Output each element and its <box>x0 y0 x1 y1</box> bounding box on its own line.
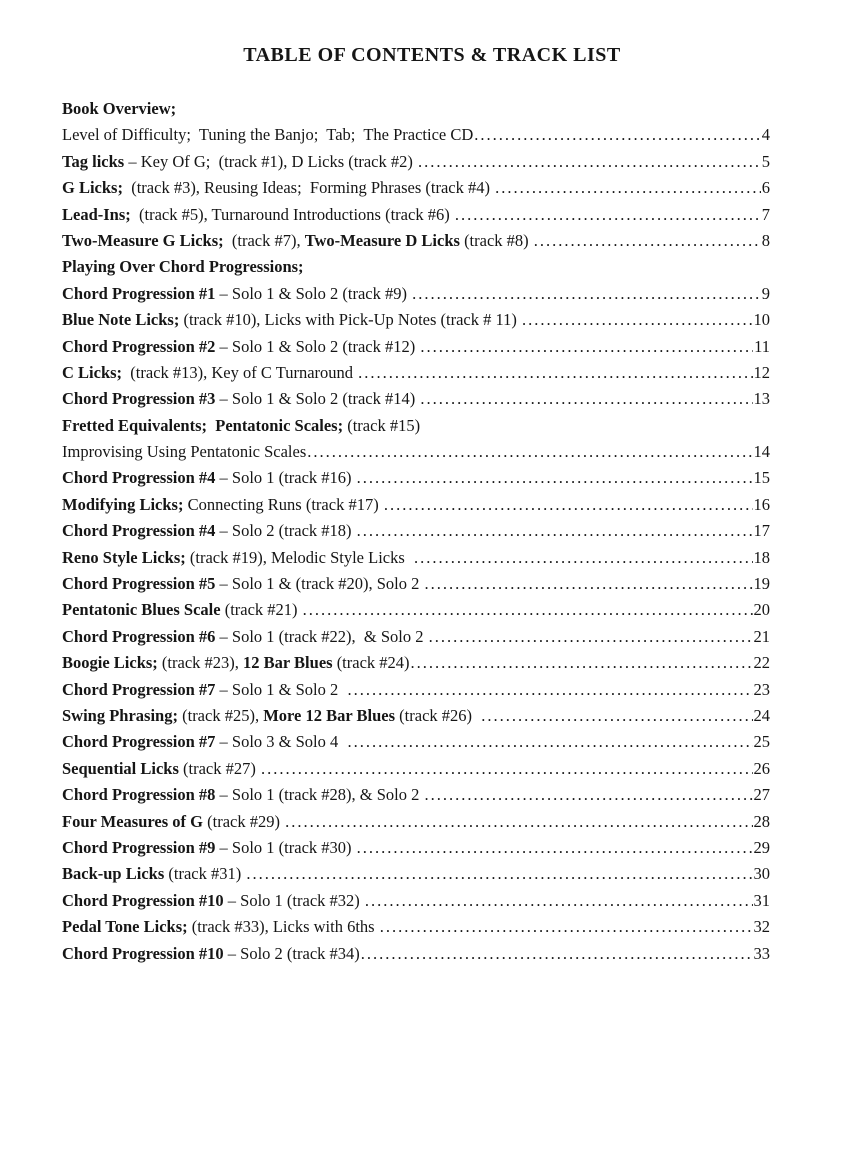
entry-text: Two-Measure D Licks <box>304 230 460 250</box>
entry-text: – Solo 1 (track #16) <box>215 468 356 488</box>
toc-line <box>62 729 770 755</box>
page-number: 10 <box>753 310 770 330</box>
entry-text: More 12 Bar Blues <box>263 705 396 725</box>
entry-text: Fretted Equivalents; <box>62 415 207 435</box>
toc-line <box>62 571 770 597</box>
dot-leader <box>411 650 753 676</box>
entry-text: 12 Bar Blues <box>243 653 333 673</box>
dot-leader <box>357 835 753 861</box>
page-number: 11 <box>754 336 770 356</box>
toc-line <box>62 360 770 386</box>
entry-text: Modifying Licks; <box>62 494 184 514</box>
entry-text: C Licks; <box>62 362 123 382</box>
page-number: 17 <box>753 521 770 541</box>
page-number: 4 <box>761 125 770 145</box>
entry-text: Tag licks <box>62 151 125 171</box>
toc-line <box>62 677 770 703</box>
entry-text: Back-up Licks <box>62 864 165 884</box>
page-number: 32 <box>753 917 770 937</box>
page-number: 23 <box>753 679 770 699</box>
toc-line <box>62 835 770 861</box>
entry-text: Connecting Runs (track #17) <box>183 494 383 514</box>
dot-leader <box>418 149 761 175</box>
toc-line <box>62 861 770 887</box>
dot-leader <box>246 861 752 887</box>
entry-text: Pedal Tone Licks; <box>62 917 188 937</box>
page-number: 8 <box>761 230 770 250</box>
dot-leader <box>429 624 753 650</box>
dot-leader <box>380 914 753 940</box>
entry-text: (track #21) <box>220 600 302 620</box>
toc-line <box>62 122 770 148</box>
toc-entries <box>62 96 770 967</box>
dot-leader <box>414 545 752 571</box>
entry-text: Reno Style Licks; <box>62 547 186 567</box>
entry-text: (track #7), <box>223 230 305 250</box>
dot-leader <box>474 122 760 148</box>
entry-text: Chord Progression #8 <box>62 785 216 805</box>
entry-text: (track #3), Reusing Ideas; Forming Phrases (track #4) <box>122 178 495 198</box>
dot-leader <box>495 175 761 201</box>
entry-text: – Solo 1 (track #30) <box>215 837 356 857</box>
entry-text: Pentatonic Scales; <box>215 415 344 435</box>
toc-line <box>62 597 770 623</box>
entry-text <box>207 413 215 439</box>
entry-text: Chord Progression #9 <box>62 837 216 857</box>
dot-leader <box>307 439 752 465</box>
toc-line <box>62 202 770 228</box>
entry-text: (track #10), Licks with Pick-Up Notes (track # 11) <box>179 310 522 330</box>
dot-leader <box>348 677 753 703</box>
entry-text: (track #27) <box>178 758 260 778</box>
entry-text: Sequential Licks <box>62 758 179 778</box>
page-number: 20 <box>753 600 770 620</box>
entry-text: (track #31) <box>164 864 246 884</box>
entry-text: Chord Progression #1 <box>62 283 216 303</box>
toc-line <box>62 545 770 571</box>
toc-line <box>62 941 770 967</box>
entry-text: Swing Phrasing; <box>62 705 178 725</box>
entry-text: – Solo 1 & Solo 2 (track #12) <box>215 336 420 356</box>
toc-line <box>62 307 770 333</box>
entry-text: Chord Progression #7 <box>62 679 216 699</box>
page-number: 31 <box>753 890 770 910</box>
page-number: 5 <box>761 151 770 171</box>
entry-text: – Solo 1 (track #22), & Solo 2 <box>215 626 428 646</box>
toc-line <box>62 254 770 280</box>
dot-leader <box>357 465 753 491</box>
entry-text: (track #8) <box>459 230 533 250</box>
dot-leader <box>357 518 753 544</box>
entry-text: Chord Progression #6 <box>62 626 216 646</box>
page-number: 18 <box>753 547 770 567</box>
page-number: 14 <box>753 442 770 462</box>
toc-line <box>62 149 770 175</box>
toc-line <box>62 465 770 491</box>
entry-text: – Solo 2 (track #34) <box>223 943 360 963</box>
page-number: 16 <box>753 494 770 514</box>
entry-text: Boogie Licks; <box>62 653 158 673</box>
entry-text: Chord Progression #5 <box>62 574 216 594</box>
dot-leader <box>261 756 753 782</box>
entry-text: Chord Progression #4 <box>62 468 216 488</box>
entry-text: – Solo 1 & (track #20), Solo 2 <box>215 574 424 594</box>
dot-leader <box>481 703 752 729</box>
dot-leader <box>455 202 761 228</box>
entry-text: (track #19), Melodic Style Licks <box>185 547 414 567</box>
entry-text: (track #24) <box>332 653 410 673</box>
page-number: 25 <box>753 732 770 752</box>
entry-text: (track #23), <box>157 653 244 673</box>
entry-text: Pentatonic Blues Scale <box>62 600 221 620</box>
entry-text: Blue Note Licks; <box>62 310 180 330</box>
toc-line <box>62 703 770 729</box>
toc-line <box>62 175 770 201</box>
entry-text: – Solo 1 (track #32) <box>223 890 364 910</box>
entry-text: – Solo 1 & Solo 2 (track #14) <box>215 389 420 409</box>
page-number: 26 <box>753 758 770 778</box>
page-title: TABLE OF CONTENTS & TRACK LIST <box>243 44 621 66</box>
dot-leader <box>361 941 753 967</box>
dot-leader <box>412 281 761 307</box>
page-number: 29 <box>753 837 770 857</box>
dot-leader <box>384 492 753 518</box>
dot-leader <box>420 334 753 360</box>
page-number: 28 <box>753 811 770 831</box>
page-number: 21 <box>753 626 770 646</box>
toc-line <box>62 756 770 782</box>
page-number: 12 <box>753 362 770 382</box>
entry-text: Chord Progression #4 <box>62 521 216 541</box>
dot-leader <box>358 360 752 386</box>
entry-text: Level of Difficulty; Tuning the Banjo; Tab; The Practice CD <box>62 125 474 145</box>
toc-line <box>62 96 770 122</box>
page-number: 33 <box>753 943 770 963</box>
toc-line <box>62 888 770 914</box>
entry-text: Lead-Ins; <box>62 204 131 224</box>
entry-text: (track #29) <box>203 811 285 831</box>
toc-line <box>62 518 770 544</box>
entry-text: (track #25), <box>177 705 264 725</box>
entry-text: – Solo 3 & Solo 4 <box>215 732 347 752</box>
page-number: 15 <box>753 468 770 488</box>
dot-leader <box>285 809 752 835</box>
entry-text: Chord Progression #10 <box>62 943 224 963</box>
toc-line <box>62 782 770 808</box>
page-number: 22 <box>753 653 770 673</box>
toc-line <box>62 492 770 518</box>
dot-leader <box>534 228 761 254</box>
entry-text: (track #26) <box>395 705 481 725</box>
entry-text: Improvising Using Pentatonic Scales <box>62 442 307 462</box>
dot-leader <box>365 888 753 914</box>
entry-text: Book Overview; <box>62 99 177 118</box>
entry-text: (track #33), Licks with 6ths <box>187 917 379 937</box>
dot-leader <box>420 386 752 412</box>
entry-text: – Solo 1 (track #28), & Solo 2 <box>215 785 424 805</box>
dot-leader <box>522 307 752 333</box>
entry-text: – Key Of G; (track #1), D Licks (track #2) <box>124 151 417 171</box>
dot-leader <box>424 782 752 808</box>
page-number: 27 <box>753 785 770 805</box>
toc-line <box>62 914 770 940</box>
entry-text: Chord Progression #3 <box>62 389 216 409</box>
toc-line <box>62 650 770 676</box>
dot-leader <box>348 729 753 755</box>
page-number: 13 <box>753 389 770 409</box>
entry-text: – Solo 1 & Solo 2 (track #9) <box>215 283 412 303</box>
toc-line <box>62 334 770 360</box>
entry-text: Playing Over Chord Progressions; <box>62 257 304 277</box>
page-number: 24 <box>753 705 770 725</box>
entry-text: Chord Progression #2 <box>62 336 216 356</box>
page-number: 6 <box>761 178 770 198</box>
page-number: 30 <box>753 864 770 884</box>
entry-text: Chord Progression #7 <box>62 732 216 752</box>
dot-leader <box>424 571 752 597</box>
toc-line <box>62 439 770 465</box>
toc-line <box>62 228 770 254</box>
entry-text: Two-Measure G Licks; <box>62 230 224 250</box>
toc-line <box>62 413 770 439</box>
page-number: 7 <box>761 204 770 224</box>
entry-text: Chord Progression #10 <box>62 890 224 910</box>
entry-text: – Solo 1 & Solo 2 <box>215 679 347 699</box>
toc-line <box>62 809 770 835</box>
entry-text: (track #15) <box>343 415 421 435</box>
entry-text: – Solo 2 (track #18) <box>215 521 356 541</box>
entry-text: (track #13), Key of C Turnaround <box>122 362 358 382</box>
toc-line <box>62 386 770 412</box>
toc-line <box>62 281 770 307</box>
page-number: 9 <box>761 283 770 303</box>
toc-line <box>62 624 770 650</box>
entry-text: Four Measures of G <box>62 811 203 831</box>
entry-text: G Licks; <box>62 178 123 198</box>
dot-leader <box>303 597 753 623</box>
page-number: 19 <box>753 574 770 594</box>
entry-text: (track #5), Turnaround Introductions (track #6) <box>130 204 454 224</box>
